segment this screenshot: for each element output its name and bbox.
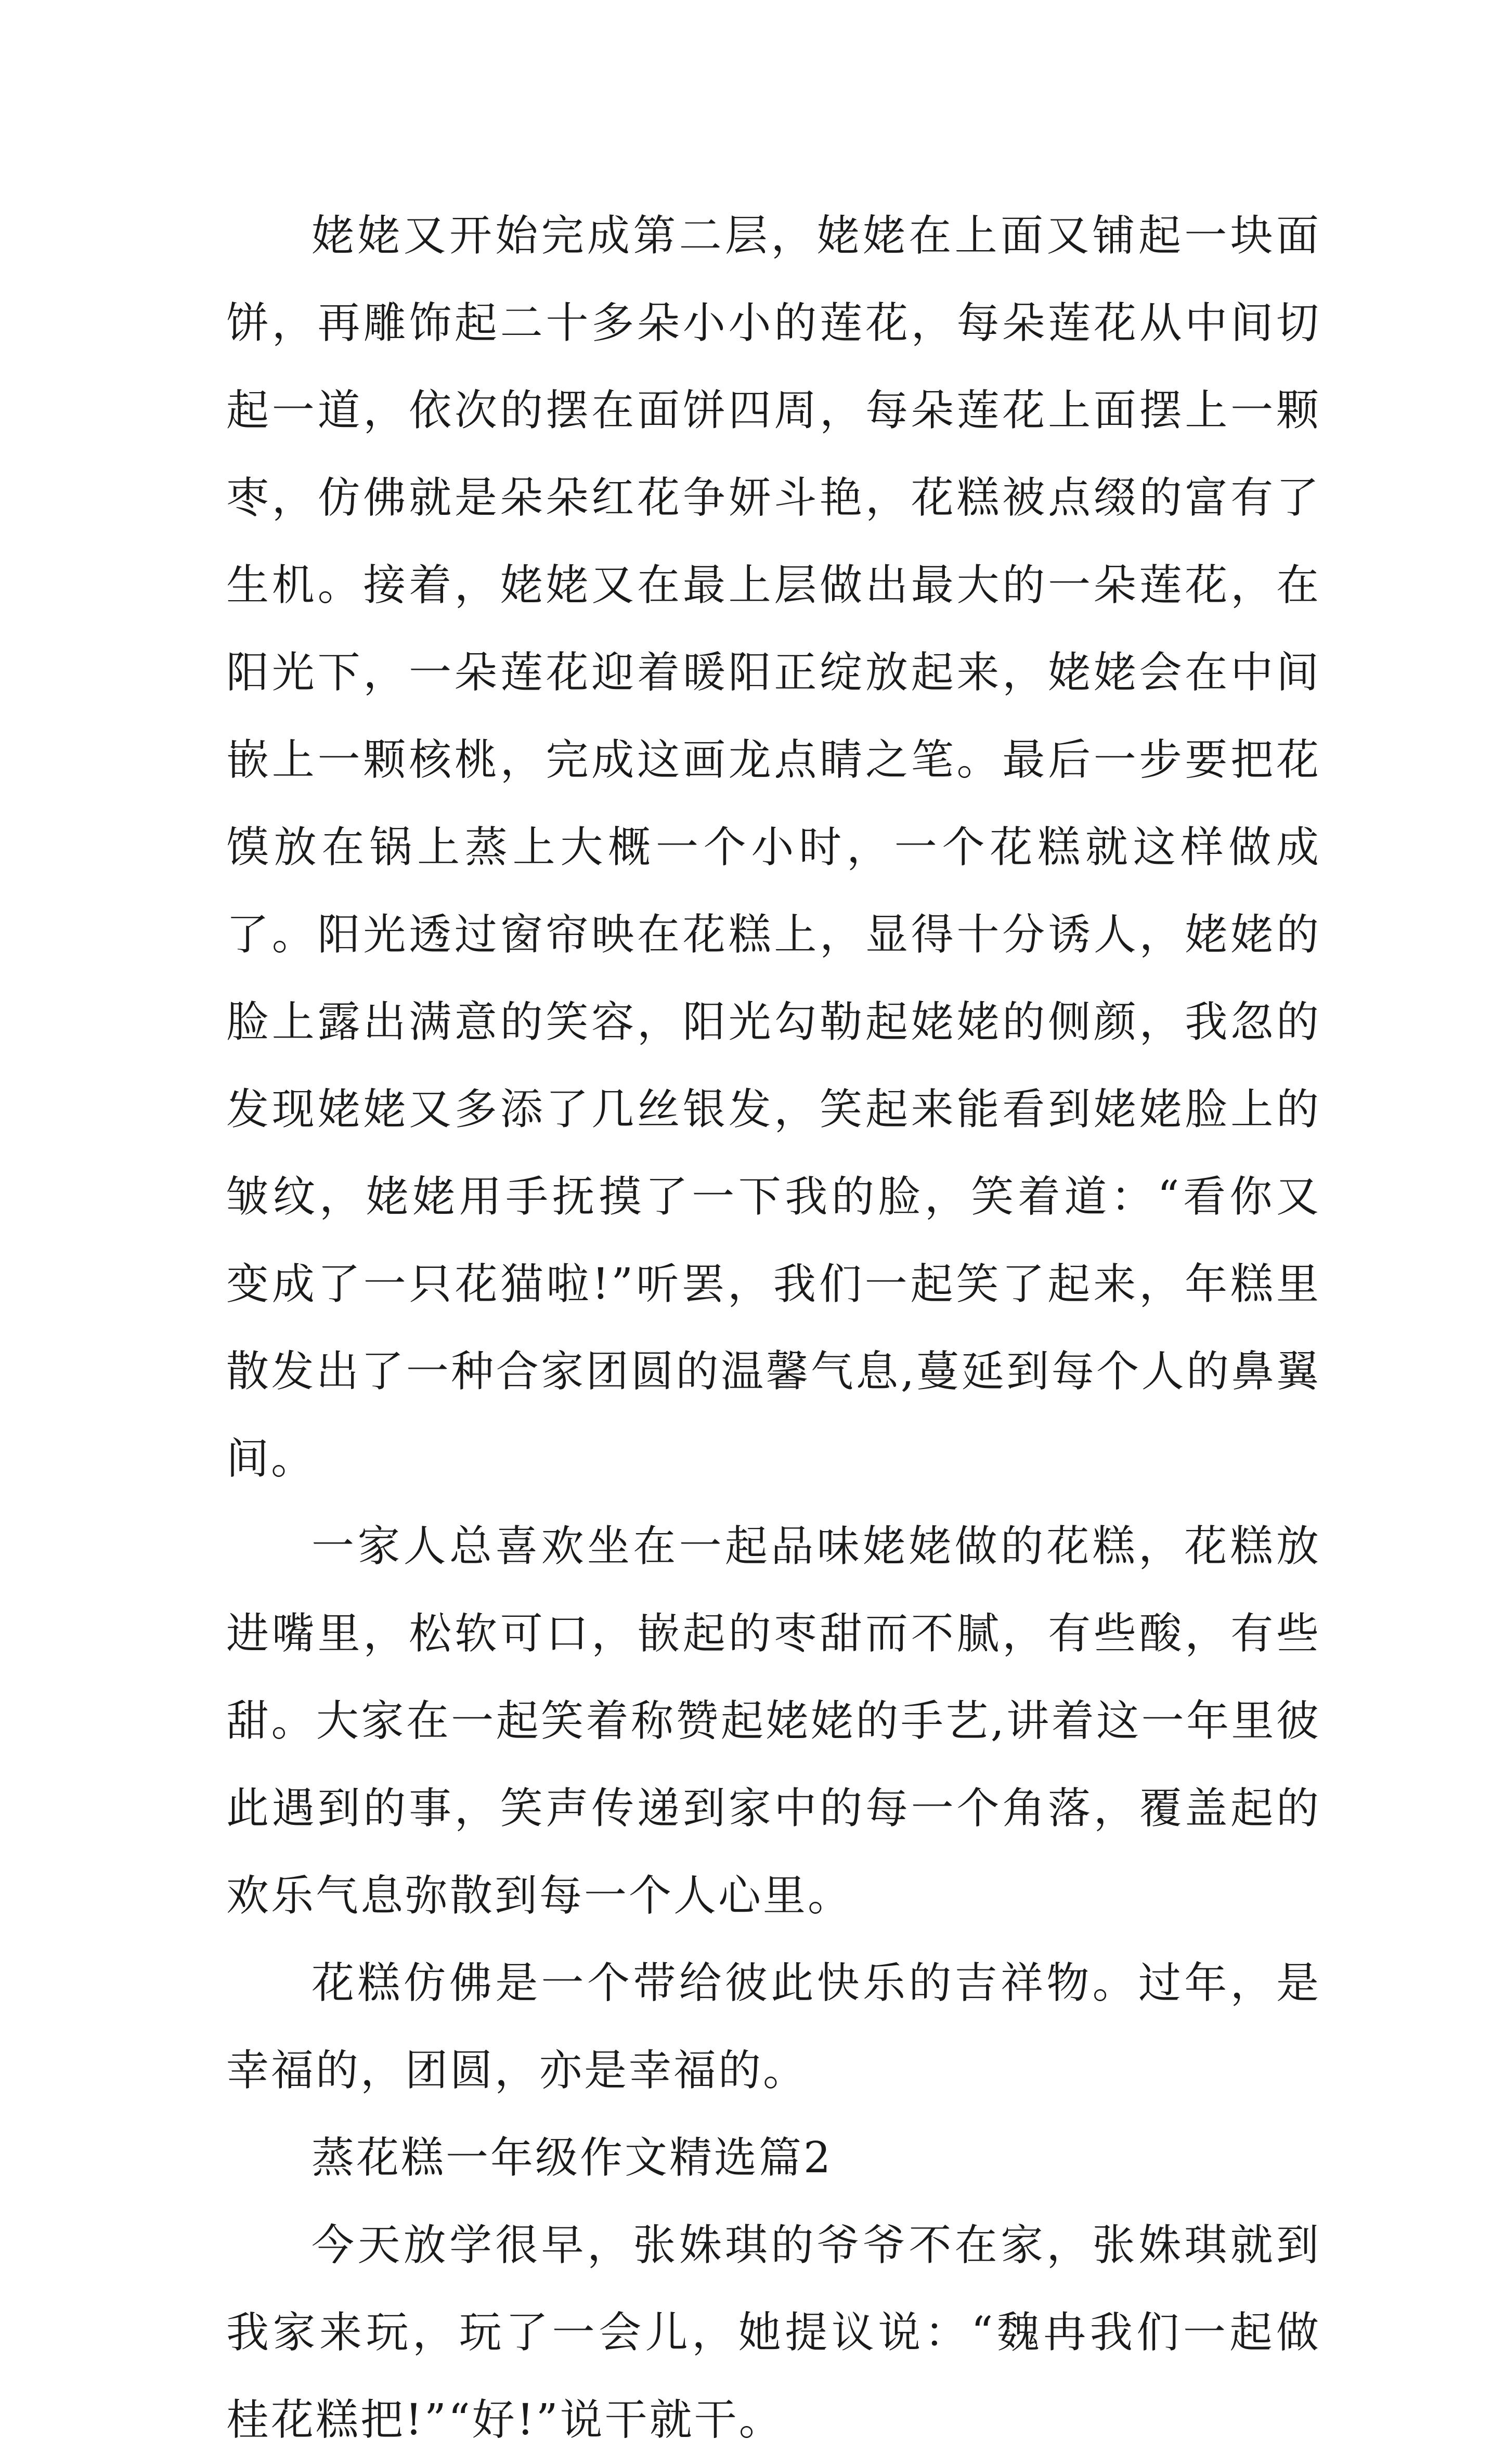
- document-body: [226, 192, 1321, 2464]
- paragraph-4: 今天放学很早，张姝琪的爷爷不在家，张姝琪就到我家来玩，玩了一会儿，她提议说：“魏冉我们一起做桂花糕把!”“好!”说干就干。: [226, 2221, 1321, 2445]
- section-heading: 蒸花糕一年级作文精选篇2: [312, 2133, 833, 2183]
- paragraph-1: 姥姥又开始完成第二层，姥姥在上面又铺起一块面饼，再雕饰起二十多朵小小的莲花，每朵莲花从中间切起一道，依次的摆在面饼四周，每朵莲花上面摆上一颗枣，仿佛就是朵朵红花争妍斗艳，花糕被点缀的富有了生机。接着，姥姥又在最上层做出最大的一朵莲花，在阳光下，一朵莲花迎着暖阳正绽放起来，姥姥会在中间嵌上一颗核桃，完成这画龙点睛之笔。最后一步要把花馍放在锅上蒸上大概一个小时，一个花糕就这样做成了。阳光透过窗帘映在花糕上，显得十分诱人，姥姥的脸上露出满意的笑容，阳光勾勒起姥姥的侧颜，我忽的发现姥姥又多添了几丝银发，笑起来能看到姥姥脸上的皱纹，姥姥用手抚摸了一下我的脸，笑着道：“看你又变成了一只花猫啦!”听罢，我们一起笑了起来，年糕里散发出了一种合家团圆的温馨气息,蔓延到每个人的鼻翼间。: [226, 211, 1321, 1484]
- paragraph-3: 花糕仿佛是一个带给彼此快乐的吉祥物。过年，是幸福的，团圆，亦是幸福的。: [226, 1959, 1321, 2095]
- paragraph-2: 一家人总喜欢坐在一起品味姥姥做的花糕，花糕放进嘴里，松软可口，嵌起的枣甜而不腻，有些酸，有些甜。大家在一起笑着称赞起姥姥的手艺,讲着这一年里彼此遇到的事，笑声传递到家中的每一个角落，覆盖起的欢乐气息弥散到每一个人心里。: [226, 1522, 1321, 1921]
